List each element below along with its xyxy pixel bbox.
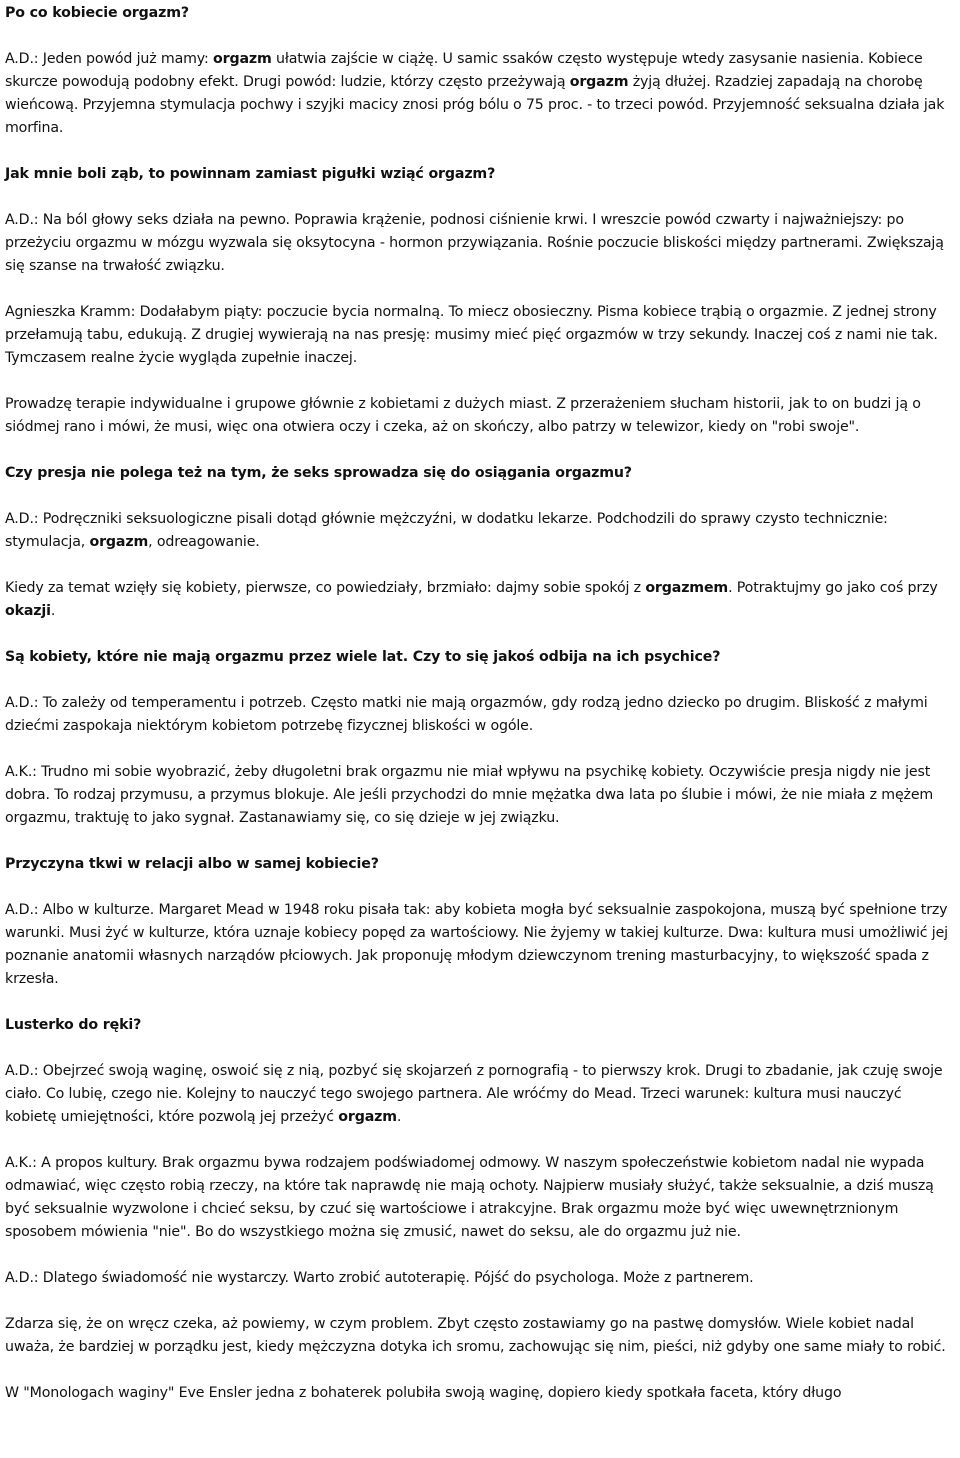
text-run: A.D.: Jeden powód już mamy: xyxy=(5,51,214,67)
text-run: A.D.: Na ból głowy seks działa na pewno. Poprawia krążenie, podnosi ciśnienie krwi. I wreszcie powód czwarty i najważniejszy: po przeżyciu orgazmu w mózgu wyzwala się oksytocyna - hormon przywiązania. Rośnie poczucie bliskości między partnerami. Zwiększają się szanse na trwałość związku. xyxy=(5,212,944,274)
text-run: A.D.: Dlatego świadomość nie wystarczy. Warto zrobić autoterapię. Pójść do psychologa. Może z partnerem. xyxy=(5,1270,754,1286)
text-run: A.K.: A propos kultury. Brak orgazmu bywa rodzajem podświadomej odmowy. W naszym społeczeństwie kobietom nadal nie wypada odmawiać, więc często robią rzeczy, na które tak naprawdę nie mają ochoty. Najpierw musiały służyć, także seksualnie, a dziś muszą być seksualnie wyzwolone i chcieć seksu, by czuć się wartościowe i atrakcyjne. Brak orgazmu może być więc uwewnętrznionym sposobem mówienia "nie". Bo do wszystkiego można się zmusić, nawet do seksu, ale do orgazmu już nie. xyxy=(5,1155,934,1240)
text-run: Prowadzę terapie indywidualne i grupowe głównie z kobietami z dużych miast. Z przerażeniem słucham historii, jak to on budzi ją o siódmej rano i mówi, że musi, więc ona otwiera oczy i czeka, aż on skończy, albo patrzy w telewizor, kiedy on "robi swoje". xyxy=(5,396,921,435)
interview-question: Czy presja nie polega też na tym, że seks sprowadza się do osiągania orgazmu? xyxy=(5,465,632,481)
highlighted-term: orgazm xyxy=(213,51,272,67)
highlighted-term: orgazmem xyxy=(645,580,729,596)
text-run: . xyxy=(50,603,56,619)
interview-answer xyxy=(5,1267,956,1290)
interview-answer xyxy=(5,508,956,554)
interview-answer xyxy=(5,577,956,623)
interview-question: Jak mnie boli ząb, to powinnam zamiast pigułki wziąć orgazm? xyxy=(5,166,496,182)
text-run: żyją dłużej. Rzadziej zapadają na chorobę wieńcową. Przyjemna stymulacja pochwy i szyjki macicy znosi próg bólu o 75 proc. - to trzeci powód. Przyjemność seksualna działa jak morfina. xyxy=(5,74,945,136)
highlighted-term: orgazm xyxy=(89,534,149,550)
interview-answer xyxy=(5,1152,956,1244)
text-run: . Potraktujmy go jako coś przy xyxy=(728,580,938,596)
text-run: A.D.: Podręczniki seksuologiczne pisali dotąd głównie mężczyźni, w dodatku lekarze. Podchodzili do sprawy czysto technicznie: stymulacja, xyxy=(5,511,888,550)
text-run: A.D.: Albo w kulturze. Margaret Mead w 1948 roku pisała tak: aby kobieta mogła być seksualnie zaspokojona, muszą być spełnione trzy warunki. Musi żyć w kulturze, która uznaje kobiecy popęd za wartościowy. Nie żyjemy w takiej kulturze. Dwa: kultura musi umożliwić jej poznanie anatomii własnych narządów płciowych. Jak proponuję młodym dziewczynom trening masturbacyjny, to większość spada z krzesła. xyxy=(5,902,948,987)
text-run: A.K.: Trudno mi sobie wyobrazić, żeby długoletni brak orgazmu nie miał wpływu na psychikę kobiety. Oczywiście presja nigdy nie jest dobra. To rodzaj przymusu, a przymus blokuje. Ale jeśli przychodzi do mnie mężatka dwa lata po ślubie i mówi, że nie miała z mężem orgazmu, traktuję to jako sygnał. Zastanawiamy się, co się dzieje w jej związku. xyxy=(5,764,934,826)
interview-answer xyxy=(5,1060,956,1129)
interview-answer xyxy=(5,393,956,439)
interview-answer xyxy=(5,761,956,830)
highlighted-term: orgazm xyxy=(338,1109,397,1125)
interview-question: Po co kobiecie orgazm? xyxy=(5,5,189,21)
text-run: W "Monologach waginy" Eve Ensler jedna z bohaterek polubiła swoją waginę, dopiero kiedy spotkała faceta, który długo xyxy=(5,1385,842,1401)
interview-answer xyxy=(5,301,956,370)
text-run: Kiedy za temat wzięły się kobiety, pierwsze, co powiedziały, brzmiało: dajmy sobie spokój z xyxy=(5,580,646,596)
text-run: A.D.: To zależy od temperamentu i potrzeb. Często matki nie mają orgazmów, gdy rodzą jedno dziecko po drugim. Bliskość z małymi dziećmi zaspokaja niektórym kobietom potrzebę fizycznej bliskości w ogóle. xyxy=(5,695,928,734)
interview-answer xyxy=(5,1382,956,1405)
text-run: A.D.: Obejrzeć swoją waginę, oswoić się z nią, pozbyć się skojarzeń z pornografią - to pierwszy krok. Drugi to zbadanie, jak czuję swoje ciało. Co lubię, czego nie. Kolejny to nauczyć tego swojego partnera. Ale wróćmy do Mead. Trzeci warunek: kultura musi nauczyć kobietę umiejętności, które pozwolą jej przeżyć xyxy=(5,1063,943,1125)
interview-answer xyxy=(5,692,956,738)
highlighted-term: okazji xyxy=(5,603,51,619)
text-run: Zdarza się, że on wręcz czeka, aż powiemy, w czym problem. Zbyt często zostawiamy go na pastwę domysłów. Wiele kobiet nadal uważa, że bardziej w porządku jest, kiedy mężczyzna dotyka ich sromu, zachowując się nim, pieści, niż gdyby one same miały to robić. xyxy=(5,1316,946,1355)
highlighted-term: orgazm xyxy=(569,74,629,90)
interview-answer xyxy=(5,899,956,991)
interview-answer xyxy=(5,209,956,278)
interview-question: Przyczyna tkwi w relacji albo w samej kobiecie? xyxy=(5,856,379,872)
text-run: Agnieszka Kramm: Dodałabym piąty: poczucie bycia normalną. To miecz obosieczny. Pisma kobiece trąbią o orgazmie. Z jednej strony przełamują tabu, edukują. Z drugiej wywierają na nas presję: musimy mieć pięć orgazmów w trzy sekundy. Inaczej coś z nami nie tak. Tymczasem realne życie wygląda zupełnie inaczej. xyxy=(5,304,938,366)
interview-answer xyxy=(5,48,956,140)
text-run: . xyxy=(396,1109,402,1125)
text-run: ułatwia zajście w ciążę. U samic ssaków często występuje wtedy zasysanie nasienia. Kobiece skurcze powodują podobny efekt. Drugi powód: ludzie, którzy często przeżywają xyxy=(5,51,923,90)
interview-answer xyxy=(5,1313,956,1359)
interview-question: Lusterko do ręki? xyxy=(5,1017,142,1033)
text-run: , odreagowanie. xyxy=(148,534,260,550)
interview-question: Są kobiety, które nie mają orgazmu przez wiele lat. Czy to się jakoś odbija na ich psychice? xyxy=(5,649,721,665)
